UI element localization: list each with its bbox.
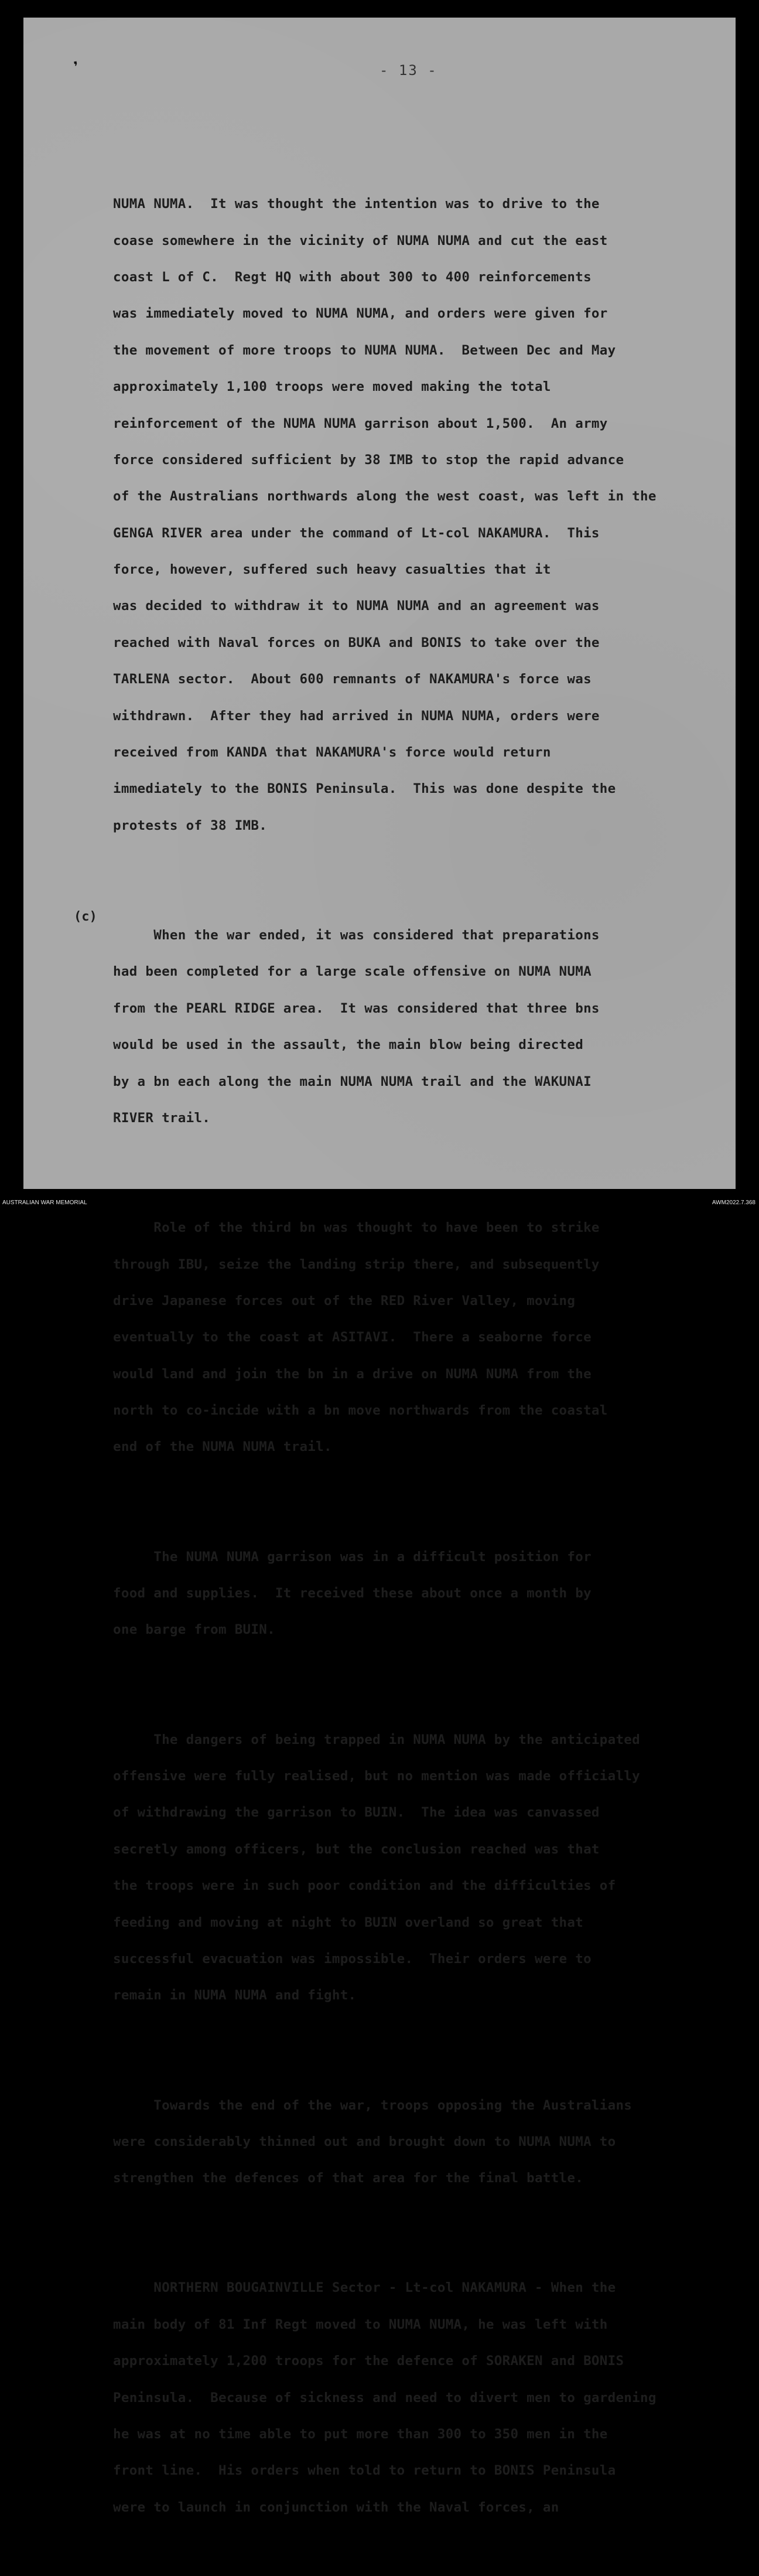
text-line: reached with Naval forces on BUKA and BONIS to take over the bbox=[113, 635, 600, 650]
text-line: of the Australians northwards along the west coast, was left in the bbox=[113, 489, 657, 505]
text-line: of withdrawing the garrison to BUIN. The idea was canvassed bbox=[113, 1805, 600, 1821]
text-line: withdrawn. After they had arrived in NUMA NUMA, orders were bbox=[113, 708, 600, 724]
paragraph-6 bbox=[113, 2075, 716, 2209]
text-line: through IBU, seize the landing strip there, and subsequently bbox=[113, 1256, 600, 1272]
text-line: immediately to the BONIS Peninsula. This was done despite the bbox=[113, 781, 616, 797]
text-line: north to co-incide with a bn move northwards from the coastal bbox=[113, 1403, 608, 1419]
section-marker: (c) bbox=[74, 909, 97, 924]
text-line: coast L of C. Regt HQ with about 300 to 400 reinforcements bbox=[113, 269, 592, 285]
text-line: When the war ended, it was considered that preparations bbox=[113, 928, 600, 943]
text-line: one barge from BUIN. bbox=[113, 1622, 275, 1638]
archive-reference: AWM2022.7.368 bbox=[712, 1200, 755, 1206]
text-line: the movement of more troops to NUMA NUMA. Between Dec and May bbox=[113, 342, 616, 358]
text-line: from the PEARL RIDGE area. It was considered that three bns bbox=[113, 1000, 600, 1016]
text-line: the troops were in such poor condition and the difficulties of bbox=[113, 1878, 616, 1894]
text-line: GENGA RIVER area under the command of Lt-col NAKAMURA. This bbox=[113, 525, 600, 541]
text-line: eventually to the coast at ASITAVI. There a seaborne force bbox=[113, 1330, 592, 1345]
text-line: successful evacuation was impossible. Their orders were to bbox=[113, 1951, 592, 1967]
text-line: would land and join the bn in a drive on NUMA NUMA from the bbox=[113, 1366, 592, 1382]
text-line: protests of 38 IMB. bbox=[113, 817, 268, 833]
text-line: coase somewhere in the vicinity of NUMA NUMA and cut the east bbox=[113, 233, 608, 248]
text-line: feeding and moving at night to BUIN overland so great that bbox=[113, 1914, 584, 1930]
ink-mark: ❜ bbox=[69, 57, 84, 80]
text-line: Peninsula. Because of sickness and need to divert men to gardening bbox=[113, 2390, 657, 2405]
text-line: was decided to withdraw it to NUMA NUMA and an agreement was bbox=[113, 598, 600, 614]
text-line: NORTHERN BOUGAINVILLE Sector - Lt-col NAKAMURA - When the bbox=[113, 2280, 616, 2296]
text-line: offensive were fully realised, but no mention was made officially bbox=[113, 1768, 640, 1784]
text-line: drive Japanese forces out of the RED River Valley, moving bbox=[113, 1293, 576, 1309]
text-line: secretly among officers, but the conclusion reached was that bbox=[113, 1841, 600, 1857]
text-line: front line. His orders when told to return to BONIS Peninsula bbox=[113, 2463, 616, 2479]
paragraph-4 bbox=[113, 1526, 716, 1661]
text-line: remain in NUMA NUMA and fight. bbox=[113, 1988, 357, 2003]
paragraph-7 bbox=[113, 2258, 716, 2538]
text-line: RIVER trail. bbox=[113, 1110, 211, 1126]
text-line: force, however, suffered such heavy casualties that it bbox=[113, 562, 551, 578]
paragraph-3 bbox=[113, 1198, 716, 1478]
archive-credit: AUSTRALIAN WAR MEMORIAL bbox=[2, 1200, 87, 1206]
text-line: main body of 81 Inf Regt moved to NUMA NUMA, he was left with bbox=[113, 2316, 608, 2332]
text-line: force considered sufficient by 38 IMB to stop the rapid advance bbox=[113, 452, 624, 468]
text-line: The dangers of being trapped in NUMA NUMA by the anticipated bbox=[113, 1732, 640, 1747]
typed-body bbox=[113, 149, 716, 2575]
text-line: were considerably thinned out and brought down to NUMA NUMA to bbox=[113, 2134, 616, 2149]
text-line: would be used in the assault, the main blow being directed bbox=[113, 1037, 584, 1053]
text-line: strengthen the defences of that area for the final battle. bbox=[113, 2170, 584, 2186]
text-line: NUMA NUMA. It was thought the intention was to drive to the bbox=[113, 196, 600, 212]
text-line: by a bn each along the main NUMA NUMA trail and the WAKUNAI bbox=[113, 1074, 592, 1089]
page-number: - 13 - bbox=[380, 62, 437, 79]
paragraph-1 bbox=[113, 174, 716, 857]
text-line: TARLENA sector. About 600 remnants of NAKAMURA's force was bbox=[113, 672, 592, 687]
paragraph-5 bbox=[113, 1709, 716, 2026]
text-line: he was at no time able to put more than 300 to 350 men in the bbox=[113, 2427, 608, 2442]
text-line: received from KANDA that NAKAMURA's force would return bbox=[113, 745, 551, 761]
text-line: was immediately moved to NUMA NUMA, and orders were given for bbox=[113, 306, 608, 322]
text-line: The NUMA NUMA garrison was in a difficult position for bbox=[113, 1549, 592, 1565]
text-line: end of the NUMA NUMA trail. bbox=[113, 1439, 332, 1455]
text-line: approximately 1,100 troops were moved making the total bbox=[113, 379, 551, 395]
text-line: approximately 1,200 troops for the defence of SORAKEN and BONIS bbox=[113, 2353, 624, 2369]
text-line: had been completed for a large scale offensive on NUMA NUMA bbox=[113, 964, 592, 980]
text-line: were to launch in conjunction with the Naval forces, an bbox=[113, 2499, 559, 2515]
text-line: Role of the third bn was thought to have been to strike bbox=[113, 1220, 600, 1236]
paragraph-2 bbox=[113, 905, 716, 1149]
text-line: reinforcement of the NUMA NUMA garrison about 1,500. An army bbox=[113, 415, 608, 431]
text-line: food and supplies. It received these about once a month by bbox=[113, 1586, 592, 1602]
archive-footer bbox=[0, 1193, 759, 1208]
text-line: Towards the end of the war, troops opposing the Australians bbox=[113, 2097, 632, 2113]
